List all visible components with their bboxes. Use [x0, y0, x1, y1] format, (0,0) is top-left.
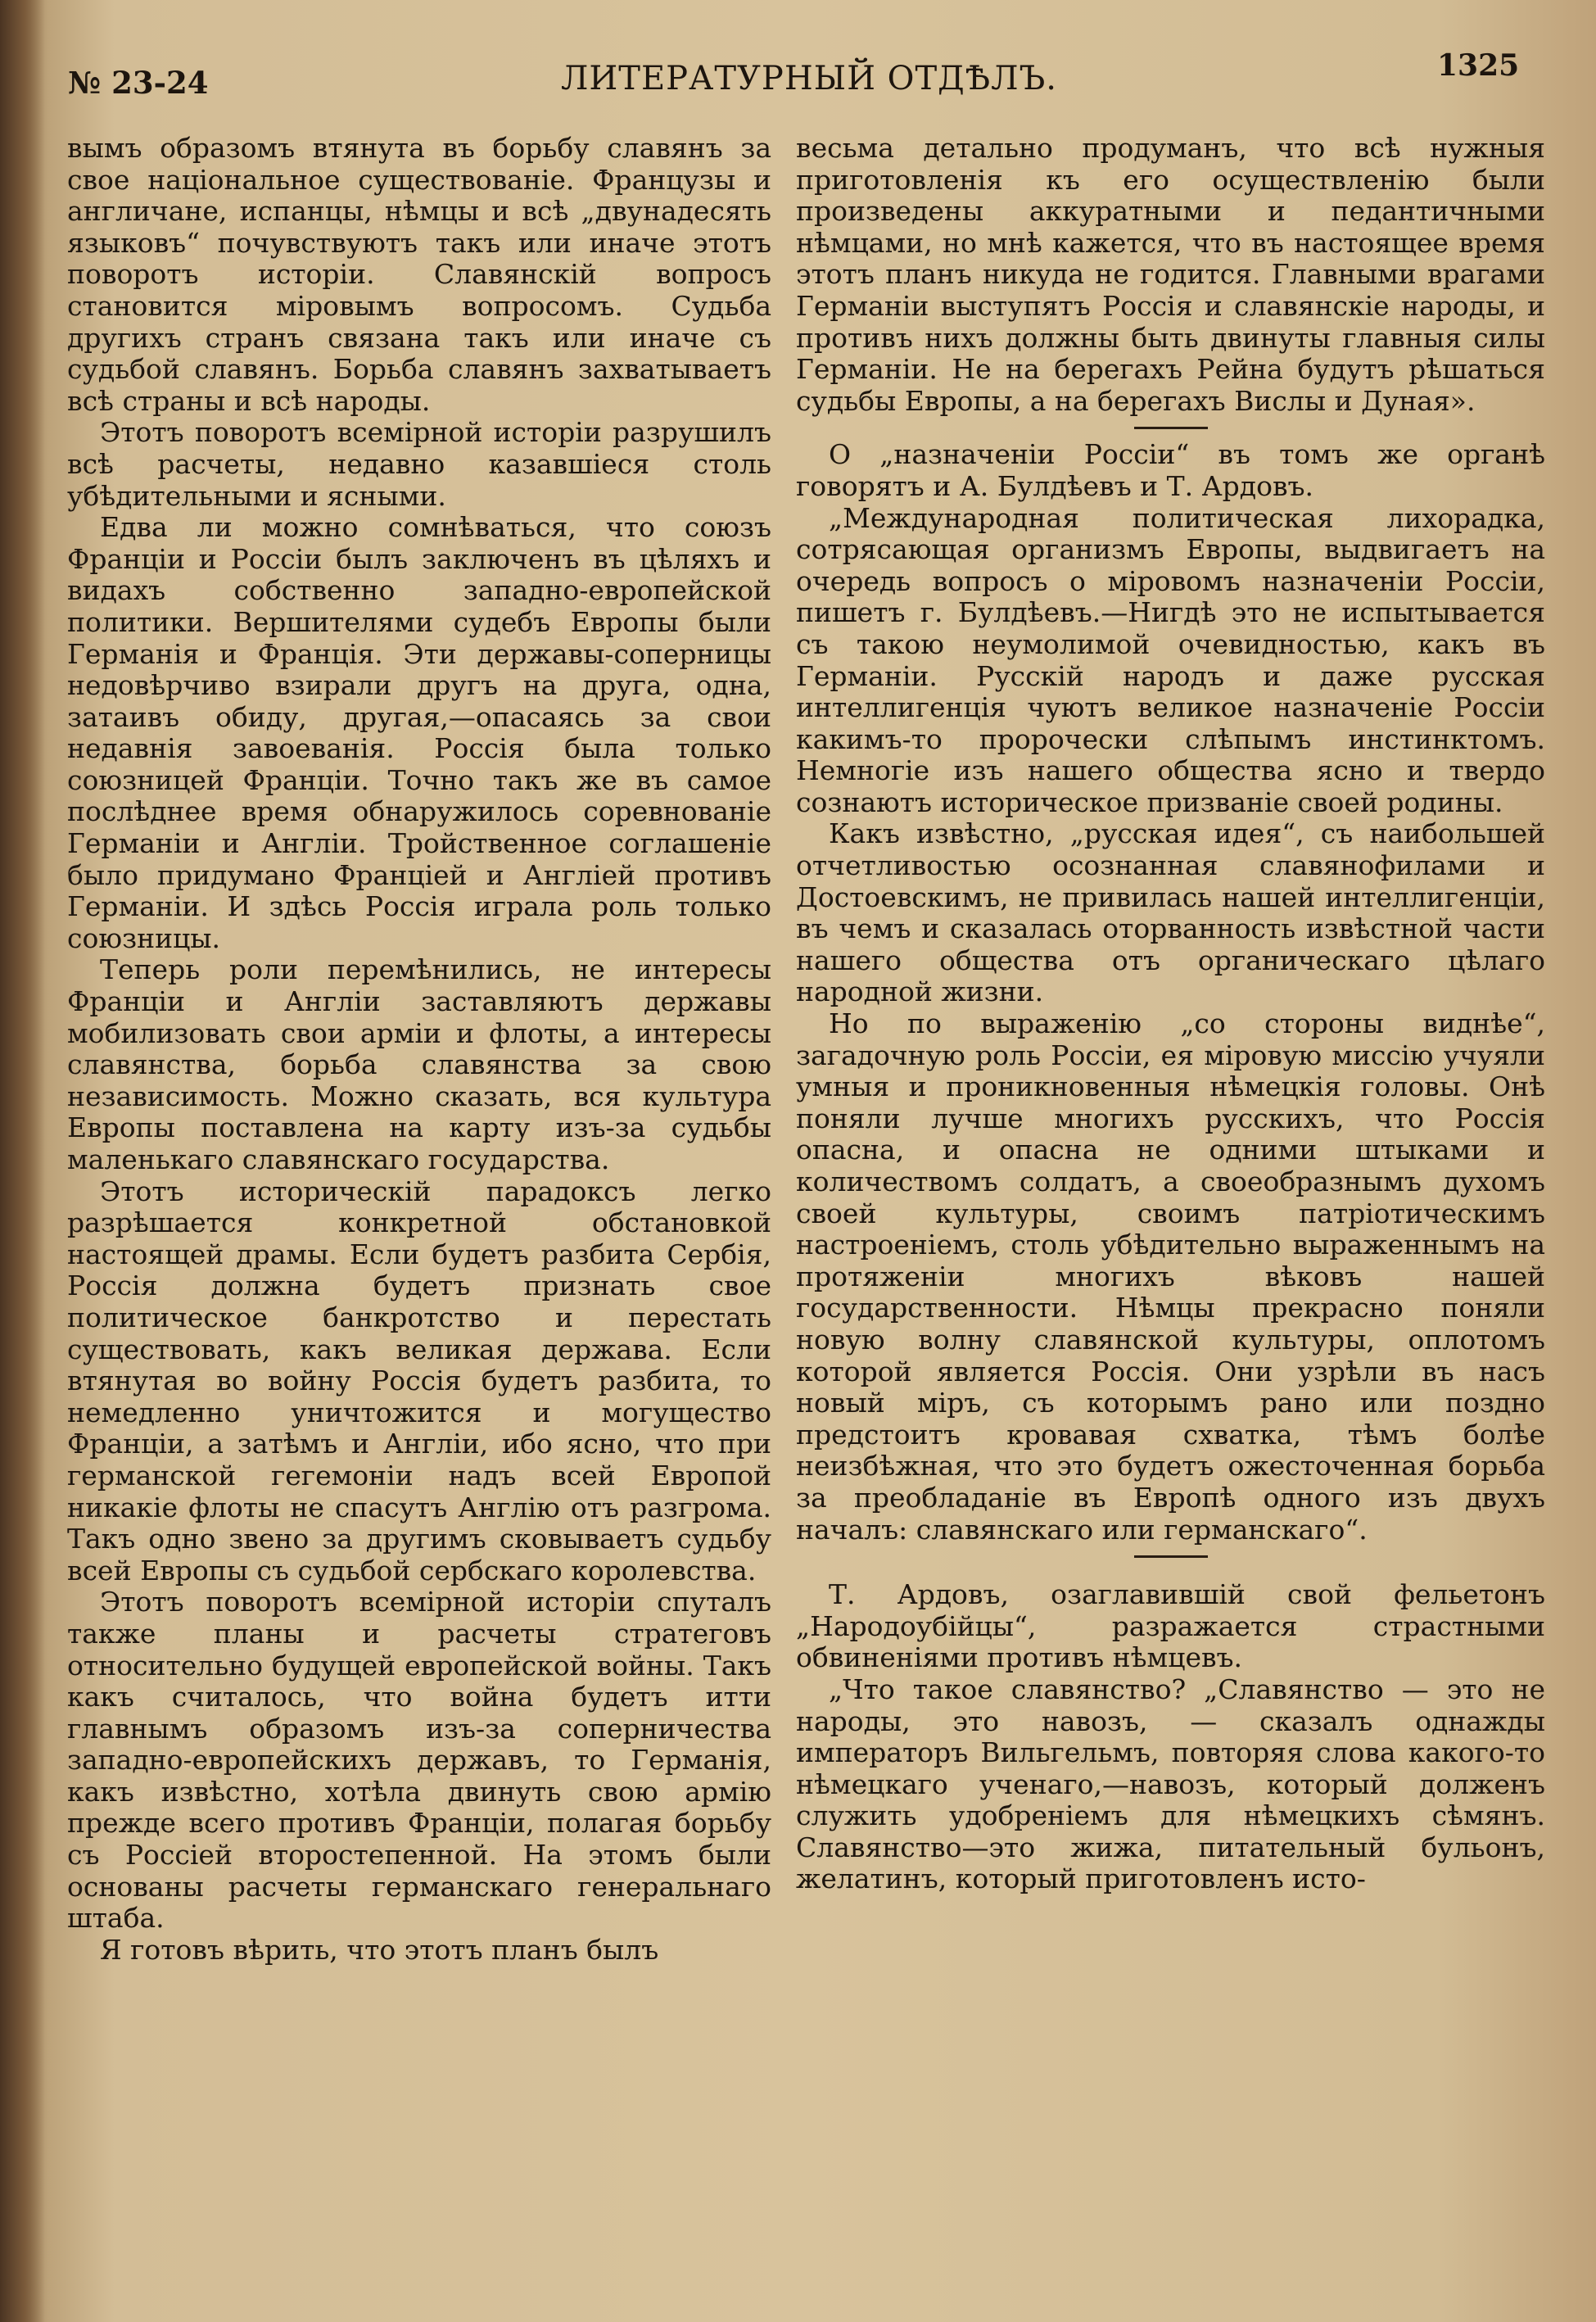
paragraph: О „назначеніи Россіи“ въ томъ же органѣ говорятъ и А. Булдѣевъ и Т. Ардовъ.	[796, 438, 1545, 502]
page-number: 1325	[1437, 48, 1520, 83]
paragraph: „Что такое славянство? „Славянство — это не народы, это навозъ, — сказалъ однажды императоръ Вильгельмъ, повторяя слова какого-то нѣмецкаго ученаго,—навозъ, который долженъ служить удобреніемъ для нѣмецкихъ сѣмянъ. Славянство—это жижа, питательный бульонъ, желатинъ, который приготовленъ исто-	[796, 1672, 1545, 1895]
issue-number: № 23-24	[68, 65, 209, 101]
paragraph: Теперь роли перемѣнились, не интересы Франціи и Англіи заставляютъ державы мобилизовать свои арміи и флоты, а интересы славянства, борьба славянства за свою независимость. Можно сказать, вся культура Европы поставлена на карту изъ-за судьбы маленькаго славянскаго государства.	[67, 953, 771, 1175]
paragraph: Этотъ историческій парадоксъ легко разрѣшается конкретной обстановкой настоящей драмы. Если будетъ разбита Сербія, Россія должна будетъ признать свое политическое банкротство и перестать существовать, какъ великая держава. Если втянутая во войну Россія будетъ разбита, то немедленно уничтожится и могущество Франціи, а затѣмъ и Англіи, ибо ясно, что при германской гегемоніи надъ всей Европой никакіе флоты не спасутъ Англію отъ разгрома. Такъ одно звено за другимъ сковываетъ судьбу всей Европы съ судьбой сербскаго королевства.	[67, 1175, 771, 1586]
paragraph: Но по выраженію „со стороны виднѣе“, загадочную роль Россіи, ея міровую миссію учуяли умныя и проникновенныя нѣмецкія головы. Онѣ поняли лучше многихъ русскихъ, что Россія опасна, и опасна не одними штыками и количествомъ солдатъ, а своеобразнымъ духомъ своей культуры, своимъ патріотическимъ настроеніемъ, столь убѣдительно выраженнымъ на протяженіи многихъ вѣковъ нашей государственности. Нѣмцы прекрасно поняли новую волну славянской культуры, оплотомъ которой является Россія. Они узрѣли въ насъ новый міръ, съ которымъ рано или поздно предстоитъ кровавая схватка, тѣмъ болѣе неизбѣжная, что это будетъ ожесточенная борьба за преобладаніе въ Европѣ одного изъ двухъ началъ: славянскаго или германскаго“.	[796, 1007, 1545, 1546]
section-divider	[1134, 1555, 1208, 1558]
paragraph: Я готовъ вѣрить, что этотъ планъ былъ	[100, 1933, 659, 1966]
section-divider	[1134, 427, 1208, 429]
book-spine-shadow	[0, 0, 45, 2322]
paragraph: „Международная политическая лихорадка, сотрясающая организмъ Европы, выдвигаетъ на очередь вопросъ о міровомъ назначеніи Россіи, пишетъ г. Булдѣевъ.—Нигдѣ это не испытывается съ такою неумолимой очевидностью, какъ въ Германіи. Русскій народъ и даже русская интеллигенція чуютъ великое назначеніе Россіи какимъ-то пророчески слѣпымъ инстинктомъ. Немногіе изъ нашего общества ясно и твердо сознаютъ историческое призваніе своей родины.	[796, 501, 1545, 818]
paragraph: вымъ образомъ втянута въ борьбу славянъ за свое національное существованіе. Французы и англичане, испанцы, нѣмцы и всѣ „двунадесять языковъ“ почувствуютъ такъ или иначе этотъ поворотъ исторіи. Славянскій вопросъ становится міровымъ вопросомъ. Судьба другихъ странъ связана такъ или иначе съ судьбой славянъ. Борьба славянъ захватываетъ всѣ страны и всѣ народы.	[67, 132, 771, 417]
paragraph: Т. Ардовъ, озаглавившій свой фельетонъ „Народоубійцы“, разражается страстными обвиненіями противъ нѣмцевъ.	[796, 1578, 1545, 1674]
paragraph: весьма детально продуманъ, что всѣ нужныя приготовленія къ его осуществленію были произведены аккуратными и педантичными нѣмцами, но мнѣ кажется, что въ настоящее время этотъ планъ никуда не годится. Главными врагами Германіи выступятъ Россія и славянскіе народы, и противъ нихъ должны быть двинуты главныя силы Германіи. Не на берегахъ Рейна будутъ рѣшаться судьбы Европы, а на берегахъ Вислы и Дуная».	[796, 132, 1545, 417]
page-header	[61, 37, 1535, 102]
paragraph: Этотъ поворотъ всемірной исторіи разрушилъ всѣ расчеты, недавно казавшіеся столь убѣдительными и ясными.	[67, 416, 771, 512]
paragraph: Едва ли можно сомнѣваться, что союзъ Франціи и Россіи былъ заключенъ въ цѣляхъ и видахъ собственно западно-европейской политики. Вершителями судебъ Европы были Германія и Франція. Эти державы-соперницы недовѣрчиво взирали другъ на друга, одна, затаивъ обиду, другая,—опасаясь за свои недавнія завоеванія. Россія была только союзницей Франціи. Точно такъ же въ самое послѣднее время обнаружилось соревнованіе Германіи и Англіи. Тройственное соглашеніе было придумано Франціей и Англіей противъ Германіи. И здѣсь Россія играла роль только союзницы.	[67, 511, 771, 954]
section-title: ЛИТЕРАТУРНЫЙ ОТДѢЛЪ.	[561, 60, 1058, 97]
spacer	[796, 1568, 1545, 1579]
paragraph: Какъ извѣстно, „русская идея“, съ наибольшей отчетливостью осознанная славянофилами и Достоевскимъ, не привилась нашей интеллигенціи, въ чемъ и сказалась оторванность извѣстной части нашего общества отъ органическаго цѣлаго народной жизни.	[796, 817, 1545, 1008]
right-column	[796, 133, 1545, 1895]
paragraph: Этотъ поворотъ всемірной исторіи спуталъ также планы и расчеты стратеговъ относительно будущей европейской войны. Такъ какъ считалось, что война будетъ итти главнымъ образомъ изъ-за соперничества западно-европейскихъ державъ, то Германія, какъ извѣстно, хотѣла двинуть свою армію прежде всего противъ Франціи, полагая борьбу съ Россіей второстепенной. На этомъ были основаны расчеты германскаго генеральнаго штаба.	[67, 1586, 771, 1935]
left-column	[67, 133, 771, 1966]
